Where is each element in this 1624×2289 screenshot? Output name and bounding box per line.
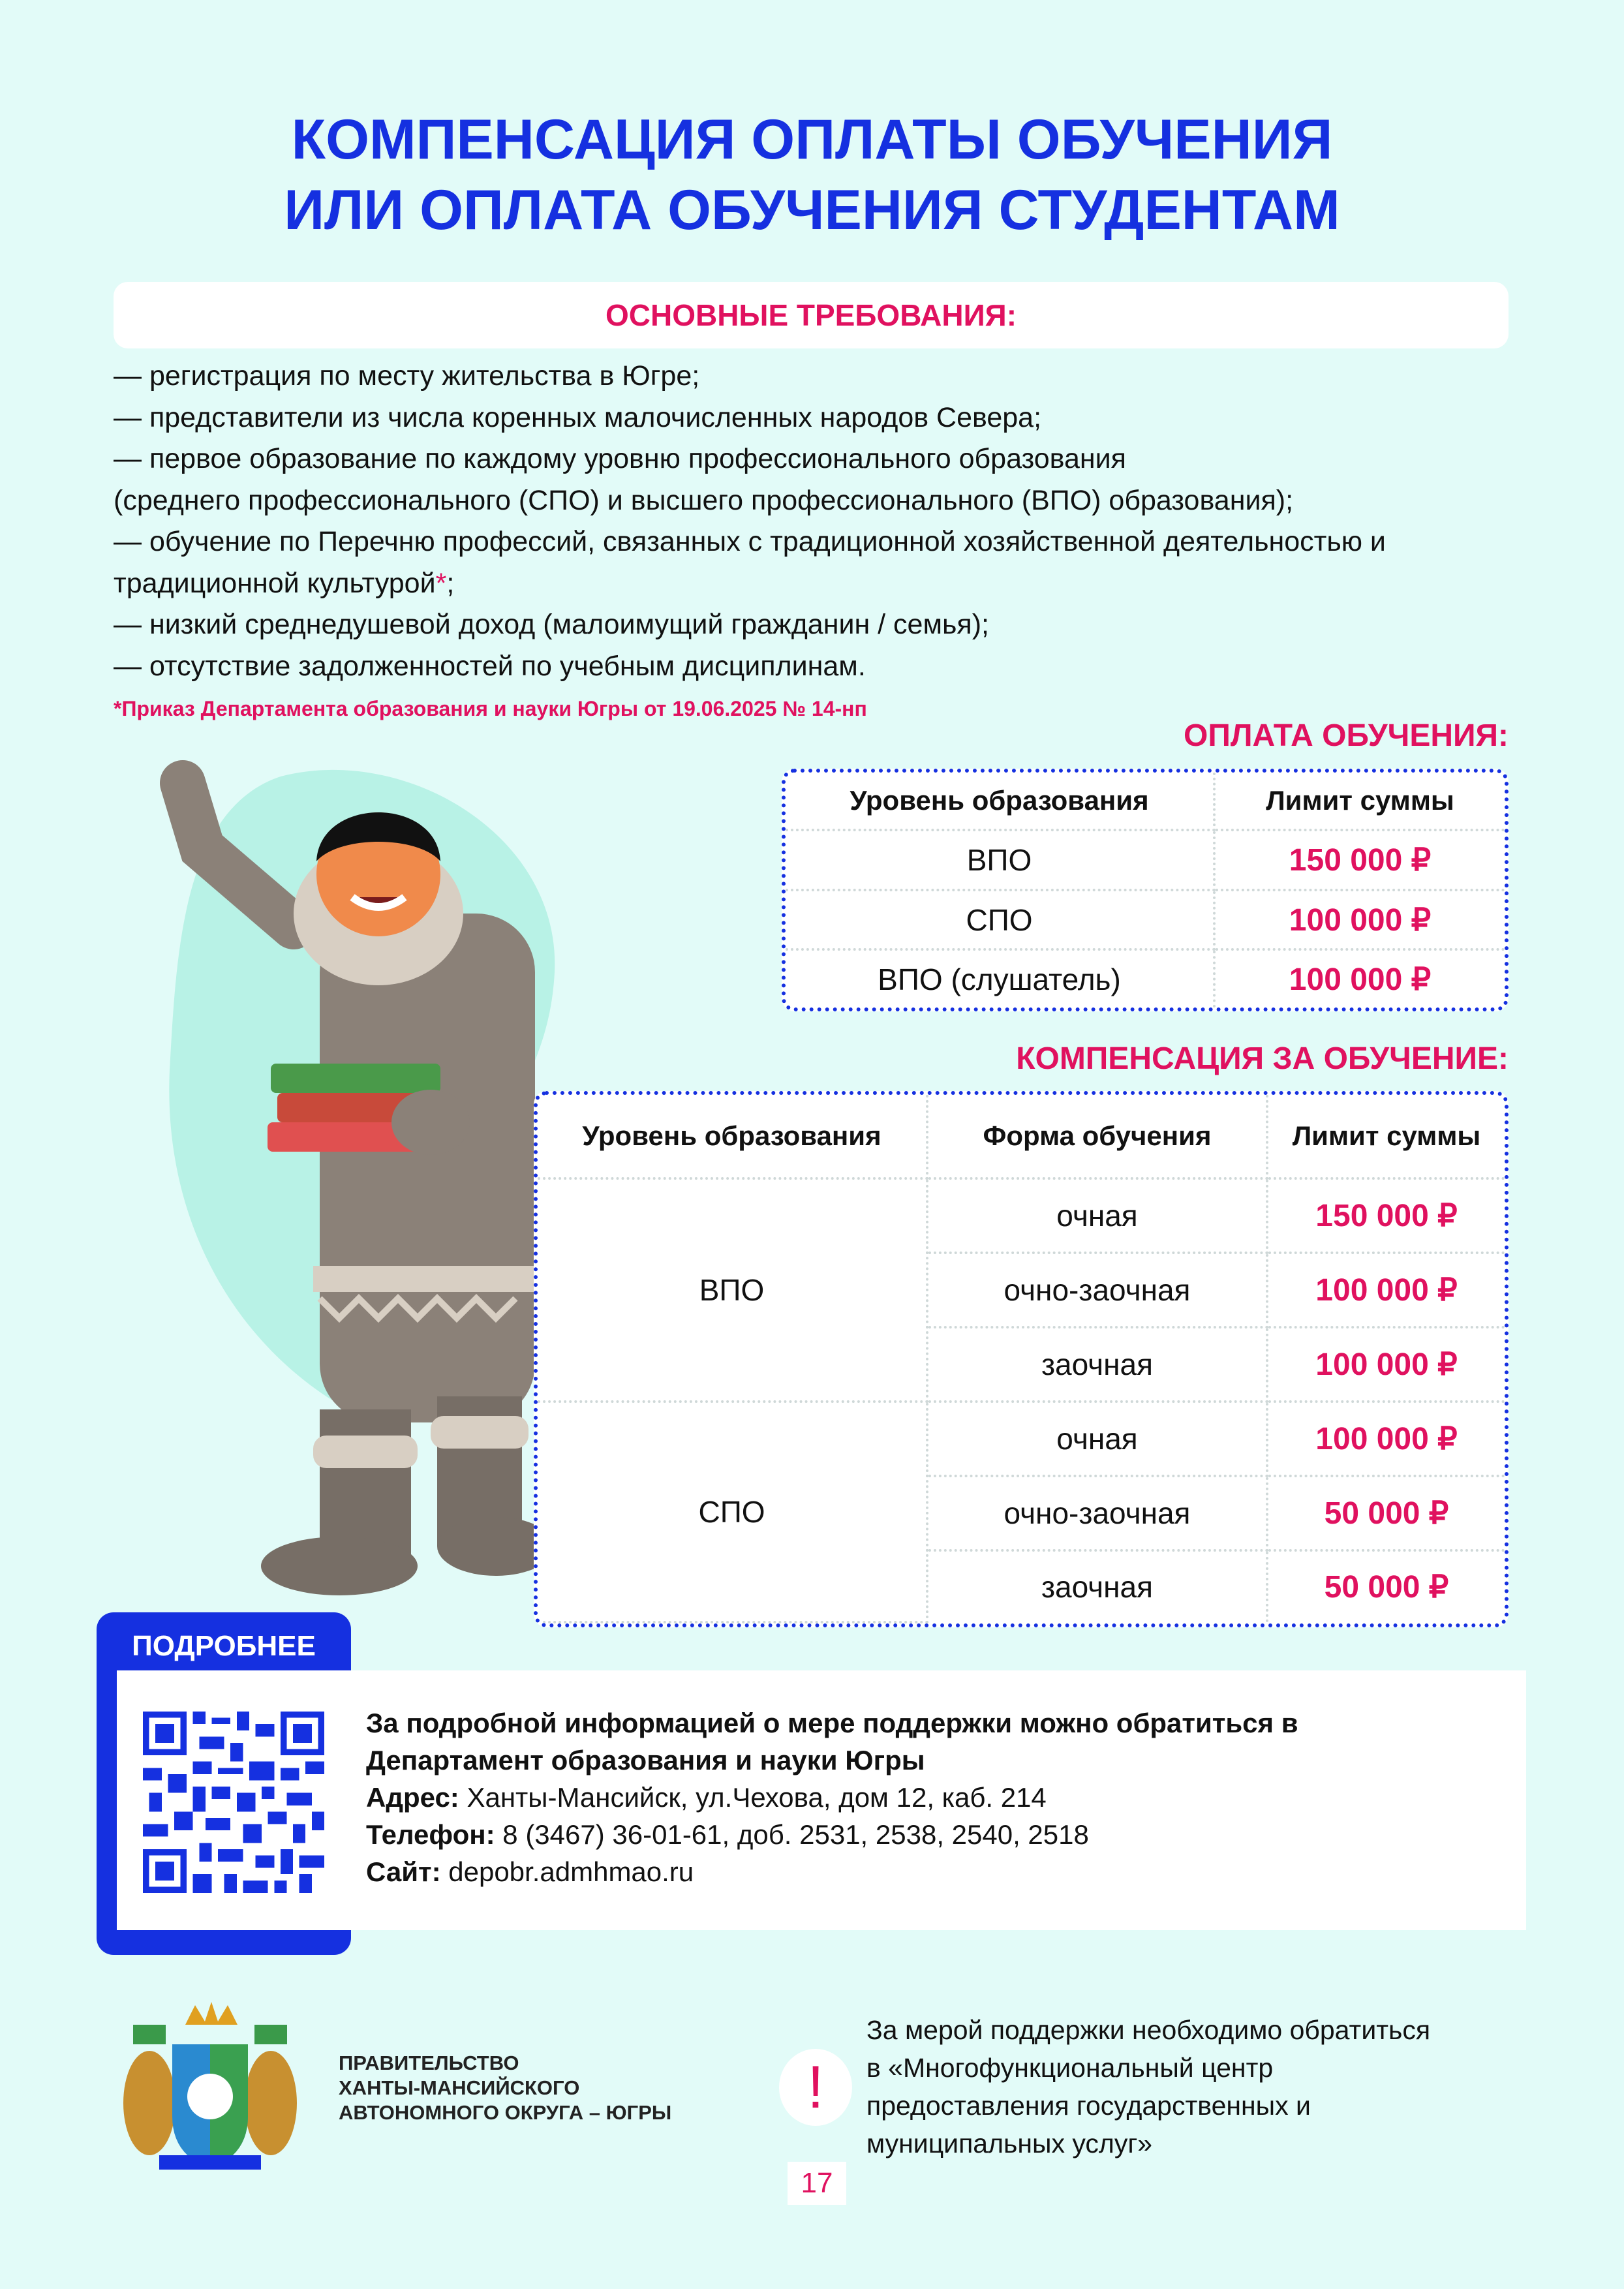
compensation-heading: КОМПЕНСАЦИЯ ЗА ОБУЧЕНИЕ: [1016,1041,1509,1076]
address-value: Ханты-Мансийск, ул.Чехова, дом 12, каб. 214 [459,1782,1047,1813]
requirement-item: — представители из числа коренных малочисленных народов Севера; [114,401,1042,433]
form-cell: очная [927,1178,1267,1253]
phone [366,1816,1298,1853]
mfc-notice [866,2011,1430,2162]
column-header: Лимит суммы [1267,1095,1505,1178]
requirement-item: (среднего профессионального (СПО) и высшего профессионального (ВПО) образования); [114,484,1294,516]
mfc-line: За мерой поддержки необходимо обратиться [866,2015,1431,2045]
column-header: Форма обучения [927,1095,1267,1178]
gov-line: АВТОНОМНОГО ОКРУГА – ЮГРЫ [339,2101,672,2124]
form-cell: заочная [927,1327,1267,1402]
limit-cell: 100 000 ₽ [1214,890,1505,950]
gov-line: ХАНТЫ-МАНСИЙСКОГО [339,2076,580,2099]
column-header: Уровень образования [538,1095,927,1178]
site-link[interactable]: depobr.admhmao.ru [440,1856,694,1887]
column-header: Лимит суммы [1214,773,1505,830]
page-number: 17 [788,2162,846,2205]
requirement-punct: ; [446,567,455,599]
requirements-heading: ОСНОВНЫЕ ТРЕБОВАНИЯ: [605,298,1017,332]
coat-of-arms-emblem [114,1999,307,2175]
student-illustration [130,757,574,1605]
requirement-item: — низкий среднедушевой доход (малоимущий гражданин / семья); [114,609,989,640]
mfc-line: предоставления государственных и [866,2091,1311,2121]
mfc-line: в «Многофункциональный центр [866,2053,1274,2083]
info-line: За подробной информацией о мере поддержки можно обратиться в [366,1708,1298,1738]
limit-cell: 100 000 ₽ [1214,949,1505,1007]
requirement-item [114,563,1523,605]
government-name [339,2051,671,2125]
title-line: ИЛИ ОПЛАТА ОБУЧЕНИЯ СТУДЕНТАМ [284,179,1340,241]
table-row [786,949,1505,1007]
table-row [786,830,1505,890]
qr-code[interactable] [143,1712,324,1893]
compensation-table [534,1091,1509,1627]
requirement-text: традиционной культурой [114,567,436,599]
table-row [538,1402,1505,1476]
footnote-star: * [435,567,447,599]
phone-value: 8 (3467) 36-01-61, доб. 2531, 2538, 2540, 2518 [495,1819,1089,1850]
payment-heading: ОПЛАТА ОБУЧЕНИЯ: [1184,718,1509,753]
requirements-list [114,356,1523,687]
requirement-item: — первое образование по каждому уровню профессионального образования [114,443,1126,474]
table-row [538,1178,1505,1253]
requirements-header [114,282,1509,348]
level-cell: СПО [786,890,1214,950]
more-label: ПОДРОБНЕЕ [132,1630,316,1662]
footnote: *Приказ Департамента образования и науки Югры от 19.06.2025 № 14-нп [114,697,867,720]
level-cell: СПО [538,1402,927,1622]
form-cell: заочная [927,1550,1267,1622]
payment-table [782,769,1509,1011]
form-cell: очно-заочная [927,1253,1267,1327]
mfc-line: муниципальных услуг» [866,2128,1153,2158]
address-label: Адрес: [366,1782,459,1813]
requirement-item: — регистрация по месту жительства в Югре; [114,360,700,392]
column-header: Уровень образования [786,773,1214,830]
page-title [0,104,1624,245]
form-cell: очная [927,1402,1267,1476]
limit-cell: 150 000 ₽ [1267,1178,1505,1253]
phone-label: Телефон: [366,1819,495,1850]
title-line: КОМПЕНСАЦИЯ ОПЛАТЫ ОБУЧЕНИЯ [291,108,1333,171]
site [366,1853,1298,1890]
limit-cell: 100 000 ₽ [1267,1327,1505,1402]
info-line: Департамент образования и науки Югры [366,1745,925,1775]
level-cell: ВПО (слушатель) [786,949,1214,1007]
requirement-item: — отсутствие задолженностей по учебным дисциплинам. [114,650,866,682]
form-cell: очно-заочная [927,1476,1267,1550]
level-cell: ВПО [786,830,1214,890]
limit-cell: 50 000 ₽ [1267,1476,1505,1550]
limit-cell: 100 000 ₽ [1267,1253,1505,1327]
limit-cell: 50 000 ₽ [1267,1550,1505,1622]
requirement-item: — обучение по Перечню профессий, связанных с традиционной хозяйственной деятельностью и [114,526,1386,557]
exclamation-icon: ! [779,2049,852,2126]
level-cell: ВПО [538,1178,927,1402]
contact-info [366,1704,1298,1890]
gov-line: ПРАВИТЕЛЬСТВО [339,2051,519,2074]
limit-cell: 100 000 ₽ [1267,1402,1505,1476]
table-row [786,890,1505,950]
limit-cell: 150 000 ₽ [1214,830,1505,890]
address [366,1779,1298,1816]
site-label: Сайт: [366,1856,441,1887]
